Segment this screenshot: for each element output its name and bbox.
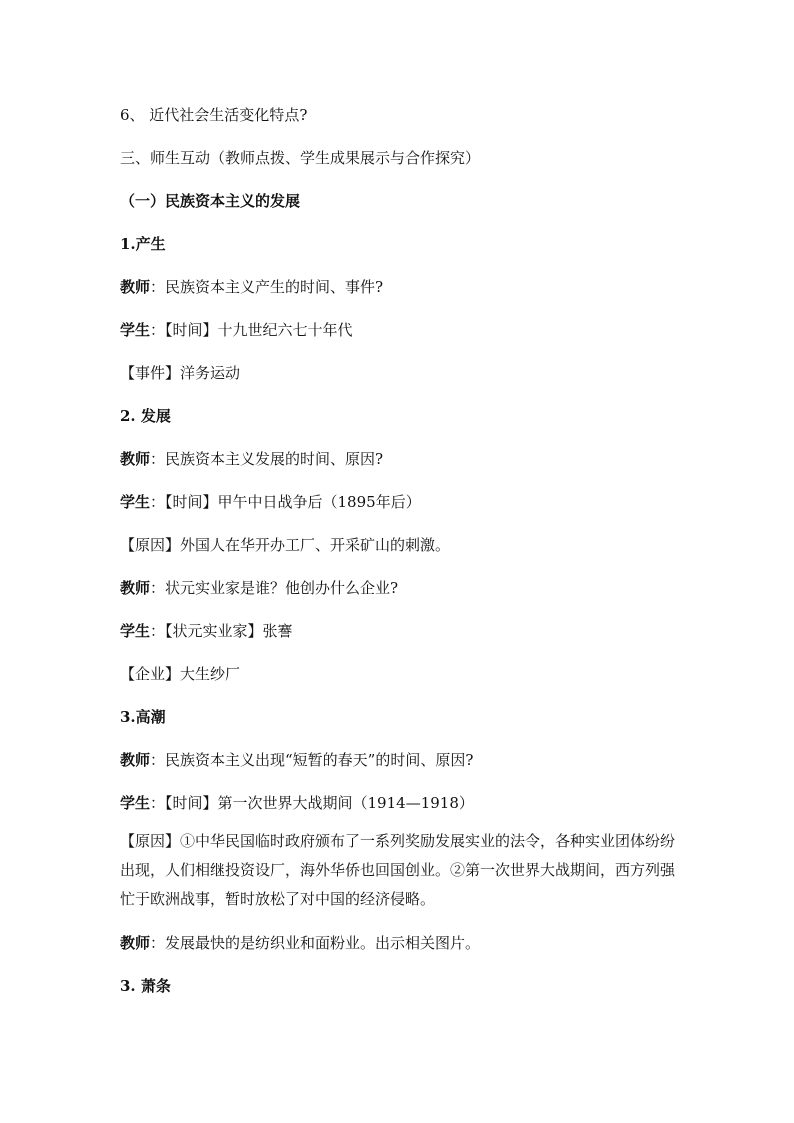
teacher-line (120, 276, 680, 298)
heading-peak: 3.高潮 (120, 708, 166, 726)
speaker-text: ：民族资本主义产生的时间、事件? (150, 278, 384, 296)
speaker-label: 学生 (120, 622, 151, 640)
student-line (120, 792, 680, 814)
speaker-label: 教师 (120, 450, 151, 468)
student-line (120, 319, 680, 341)
heading-depression: 3. 萧条 (120, 977, 171, 995)
subsection-heading-national-capitalism: （一）民族资本主义的发展 (120, 192, 301, 210)
section-heading-interaction: 三、师生互动（教师点拨、学生成果展示与合作探究） (120, 149, 481, 167)
answer-line: 【原因】外国人在华开办工厂、开采矿山的刺激。 (120, 536, 451, 554)
answer-line: 【企业】大生纱厂 (120, 665, 241, 683)
answer-line: 【事件】洋务运动 (120, 364, 241, 382)
speaker-label: 教师 (120, 278, 151, 296)
speaker-text: ：民族资本主义发展的时间、原因? (150, 450, 384, 468)
speaker-label: 学生 (120, 794, 151, 812)
speaker-text: ：状元实业家是谁？他创办什么企业? (150, 579, 399, 597)
speaker-label: 教师 (120, 751, 151, 769)
student-line (120, 620, 680, 642)
teacher-line (120, 577, 680, 599)
student-line (120, 491, 680, 513)
speaker-text: ：【状元实业家】张謇 (150, 622, 293, 640)
teacher-line (120, 932, 680, 954)
speaker-label: 学生 (120, 321, 151, 339)
question-6: 6、 近代社会生活变化特点? (120, 106, 308, 124)
speaker-text: ：【时间】第一次世界大战期间（1914—1918） (150, 794, 474, 812)
teacher-line (120, 749, 680, 771)
speaker-text: ：发展最快的是纺织业和面粉业。出示相关图片。 (150, 934, 481, 952)
heading-origin: 1.产生 (120, 235, 166, 253)
reason-paragraph: 【原因】①中华民国临时政府颁布了一系列奖励发展实业的法令，各种实业团体纷纷出现，人们相继投资设厂，海外华侨也回国创业。②第一次世界大战期间，西方列强忙于欧洲战事，暂时放松了对中国的经济侵略。 (120, 832, 676, 908)
speaker-text: ：【时间】甲午中日战争后（1895年后） (150, 493, 421, 511)
speaker-text: ：【时间】十九世纪六七十年代 (150, 321, 353, 339)
heading-development: 2. 发展 (120, 407, 171, 425)
speaker-text: ：民族资本主义出现“短暂的春天”的时间、原因? (150, 751, 474, 769)
speaker-label: 教师 (120, 934, 151, 952)
speaker-label: 学生 (120, 493, 151, 511)
speaker-label: 教师 (120, 579, 151, 597)
teacher-line (120, 448, 680, 470)
